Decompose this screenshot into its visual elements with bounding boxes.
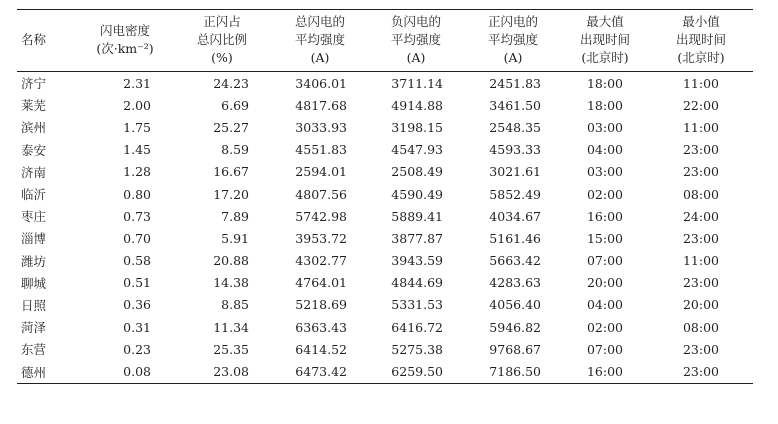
cell-name: 聊城 — [21, 275, 47, 291]
cell-name: 潍坊 — [21, 253, 47, 269]
cell-min-time: 23:00 — [649, 360, 753, 383]
lightning-statistics-table-container — [17, 9, 753, 384]
header-line: 负闪电的 — [390, 14, 441, 29]
cell-total-intensity: 3406.01 — [295, 75, 347, 91]
cell-name: 济宁 — [21, 76, 47, 92]
cell-positive-ratio: 20.88 — [213, 253, 249, 269]
cell-min-time: 23:00 — [682, 164, 720, 180]
table-row — [17, 294, 753, 316]
cell-negative-intensity: 4844.69 — [391, 275, 443, 291]
header-positive-intensity — [465, 10, 561, 72]
cell-max-time: 15:00 — [586, 230, 624, 246]
cell-total-intensity: 6473.42 — [273, 360, 367, 383]
cell-max-time: 04:00 — [586, 142, 624, 158]
cell-total-intensity: 4764.01 — [295, 275, 347, 291]
cell-total-intensity: 4807.56 — [295, 186, 347, 202]
cell-max-time: 16:00 — [586, 208, 624, 224]
cell-density: 0.08 — [79, 360, 171, 383]
cell-min-time: 08:00 — [682, 186, 720, 202]
cell-min-time: 08:00 — [682, 319, 720, 335]
header-line: 名称 — [21, 32, 47, 47]
cell-positive-ratio: 16.67 — [213, 164, 249, 180]
cell-max-time: 02:00 — [586, 319, 624, 335]
cell-total-intensity: 5742.98 — [295, 208, 347, 224]
cell-max-time: 02:00 — [586, 186, 624, 202]
cell-name: 济南 — [21, 164, 47, 180]
cell-min-time: 23:00 — [682, 341, 720, 357]
cell-positive-intensity: 7186.50 — [465, 360, 561, 383]
cell-total-intensity: 4817.68 — [295, 97, 347, 113]
cell-density: 0.36 — [123, 297, 151, 313]
cell-negative-intensity: 3877.87 — [391, 230, 443, 246]
table-row — [17, 161, 753, 183]
cell-negative-intensity: 6416.72 — [391, 319, 443, 335]
header-line: 正闪电的 — [487, 14, 538, 29]
cell-positive-intensity: 2548.35 — [489, 119, 541, 135]
cell-name: 临沂 — [21, 187, 47, 203]
table-row — [17, 316, 753, 338]
cell-total-intensity: 3953.72 — [295, 230, 347, 246]
cell-density: 0.51 — [123, 275, 151, 291]
cell-negative-intensity: 4914.88 — [391, 97, 443, 113]
header-total-intensity — [273, 10, 367, 72]
cell-positive-intensity: 5161.46 — [489, 230, 541, 246]
cell-name: 泰安 — [21, 142, 47, 158]
lightning-statistics-table — [17, 9, 753, 384]
cell-positive-intensity: 3021.61 — [489, 164, 541, 180]
cell-negative-intensity: 6259.50 — [367, 360, 465, 383]
cell-density: 1.75 — [123, 119, 151, 135]
cell-min-time: 23:00 — [682, 275, 720, 291]
cell-total-intensity: 2594.01 — [295, 164, 347, 180]
table-row — [17, 338, 753, 360]
header-min-time — [649, 10, 753, 72]
header-density — [79, 10, 171, 72]
cell-min-time: 22:00 — [682, 97, 720, 113]
cell-min-time: 11:00 — [682, 119, 720, 135]
cell-negative-intensity: 4590.49 — [391, 186, 443, 202]
cell-density: 0.80 — [123, 186, 151, 202]
header-max-time — [561, 10, 649, 72]
header-line: (北京时) — [677, 50, 725, 65]
header-line: 出现时间 — [675, 32, 726, 47]
cell-negative-intensity: 4547.93 — [391, 142, 443, 158]
cell-positive-ratio: 5.91 — [221, 230, 249, 246]
cell-negative-intensity: 5275.38 — [391, 341, 443, 357]
header-line: (A) — [310, 50, 330, 65]
cell-positive-ratio: 23.08 — [171, 360, 273, 383]
cell-positive-ratio: 24.23 — [213, 75, 249, 91]
header-line: 平均强度 — [390, 32, 441, 47]
table-row — [17, 139, 753, 161]
cell-min-time: 23:00 — [682, 142, 720, 158]
header-line: 出现时间 — [579, 32, 630, 47]
header-name — [17, 10, 79, 72]
cell-positive-ratio: 7.89 — [221, 208, 249, 224]
cell-density: 0.31 — [123, 319, 151, 335]
cell-max-time: 20:00 — [586, 275, 624, 291]
cell-negative-intensity: 2508.49 — [391, 164, 443, 180]
cell-positive-intensity: 4283.63 — [489, 275, 541, 291]
cell-name: 德州 — [17, 360, 79, 383]
cell-name: 菏泽 — [21, 320, 47, 336]
header-line: 总闪电的 — [294, 14, 345, 29]
cell-positive-intensity: 4034.67 — [489, 208, 541, 224]
cell-min-time: 11:00 — [682, 75, 720, 91]
header-line: 正闪占 — [203, 14, 241, 29]
table-row — [17, 94, 753, 116]
cell-negative-intensity: 3711.14 — [391, 75, 443, 91]
cell-max-time: 07:00 — [586, 341, 624, 357]
cell-min-time: 24:00 — [682, 208, 720, 224]
cell-density: 1.45 — [123, 142, 151, 158]
cell-name: 莱芜 — [21, 98, 47, 114]
table-row — [17, 227, 753, 249]
header-line: 最大值 — [586, 14, 624, 29]
header-line: (A) — [406, 50, 426, 65]
cell-min-time: 23:00 — [682, 230, 720, 246]
cell-positive-intensity: 3461.50 — [489, 97, 541, 113]
cell-name: 东营 — [21, 342, 47, 358]
cell-density: 0.58 — [123, 253, 151, 269]
cell-total-intensity: 3033.93 — [295, 119, 347, 135]
header-negative-intensity — [367, 10, 465, 72]
cell-name: 枣庄 — [21, 209, 47, 225]
header-line: 闪电密度 — [99, 23, 150, 38]
cell-total-intensity: 4551.83 — [295, 142, 347, 158]
cell-positive-ratio: 8.59 — [221, 142, 249, 158]
cell-density: 2.00 — [123, 97, 151, 113]
header-line: (北京时) — [581, 50, 629, 65]
cell-name: 淄博 — [21, 231, 47, 247]
cell-negative-intensity: 3198.15 — [391, 119, 443, 135]
cell-positive-ratio: 14.38 — [213, 275, 249, 291]
cell-positive-intensity: 5852.49 — [489, 186, 541, 202]
cell-max-time: 18:00 — [586, 75, 624, 91]
table-body — [17, 72, 753, 384]
header-line: (%) — [211, 50, 233, 65]
cell-negative-intensity: 3943.59 — [391, 253, 443, 269]
table-header-row — [17, 10, 753, 72]
cell-positive-ratio: 25.35 — [213, 341, 249, 357]
cell-negative-intensity: 5331.53 — [391, 297, 443, 313]
cell-max-time: 03:00 — [586, 164, 624, 180]
cell-positive-intensity: 2451.83 — [489, 75, 541, 91]
header-positive-ratio — [171, 10, 273, 72]
cell-max-time: 18:00 — [586, 97, 624, 113]
cell-max-time: 16:00 — [561, 360, 649, 383]
cell-positive-ratio: 17.20 — [213, 186, 249, 202]
cell-total-intensity: 6363.43 — [295, 319, 347, 335]
cell-density: 0.23 — [123, 341, 151, 357]
cell-total-intensity: 4302.77 — [295, 253, 347, 269]
cell-density: 2.31 — [123, 75, 151, 91]
cell-density: 0.73 — [123, 208, 151, 224]
table-row — [17, 116, 753, 138]
cell-positive-intensity: 5946.82 — [489, 319, 541, 335]
cell-positive-ratio: 11.34 — [213, 319, 249, 335]
header-line: (次·km⁻²) — [96, 41, 154, 56]
cell-max-time: 07:00 — [586, 253, 624, 269]
table-row — [17, 360, 753, 383]
cell-positive-intensity: 4056.40 — [489, 297, 541, 313]
cell-negative-intensity: 5889.41 — [391, 208, 443, 224]
cell-density: 0.70 — [123, 230, 151, 246]
cell-name: 日照 — [21, 297, 47, 313]
cell-min-time: 20:00 — [682, 297, 720, 313]
header-line: 平均强度 — [294, 32, 345, 47]
cell-name: 滨州 — [21, 120, 47, 136]
header-line: 总闪比例 — [196, 32, 247, 47]
cell-max-time: 03:00 — [586, 119, 624, 135]
cell-positive-ratio: 25.27 — [213, 119, 249, 135]
cell-min-time: 11:00 — [682, 253, 720, 269]
table-row — [17, 72, 753, 95]
header-line: 平均强度 — [487, 32, 538, 47]
cell-positive-ratio: 6.69 — [221, 97, 249, 113]
table-row — [17, 183, 753, 205]
cell-total-intensity: 6414.52 — [295, 341, 347, 357]
cell-max-time: 04:00 — [586, 297, 624, 313]
cell-density: 1.28 — [123, 164, 151, 180]
cell-positive-intensity: 9768.67 — [489, 341, 541, 357]
cell-total-intensity: 5218.69 — [295, 297, 347, 313]
cell-positive-intensity: 5663.42 — [489, 253, 541, 269]
table-row — [17, 272, 753, 294]
header-line: (A) — [503, 50, 523, 65]
header-line: 最小值 — [682, 14, 720, 29]
cell-positive-intensity: 4593.33 — [489, 142, 541, 158]
table-row — [17, 205, 753, 227]
table-row — [17, 250, 753, 272]
cell-positive-ratio: 8.85 — [221, 297, 249, 313]
